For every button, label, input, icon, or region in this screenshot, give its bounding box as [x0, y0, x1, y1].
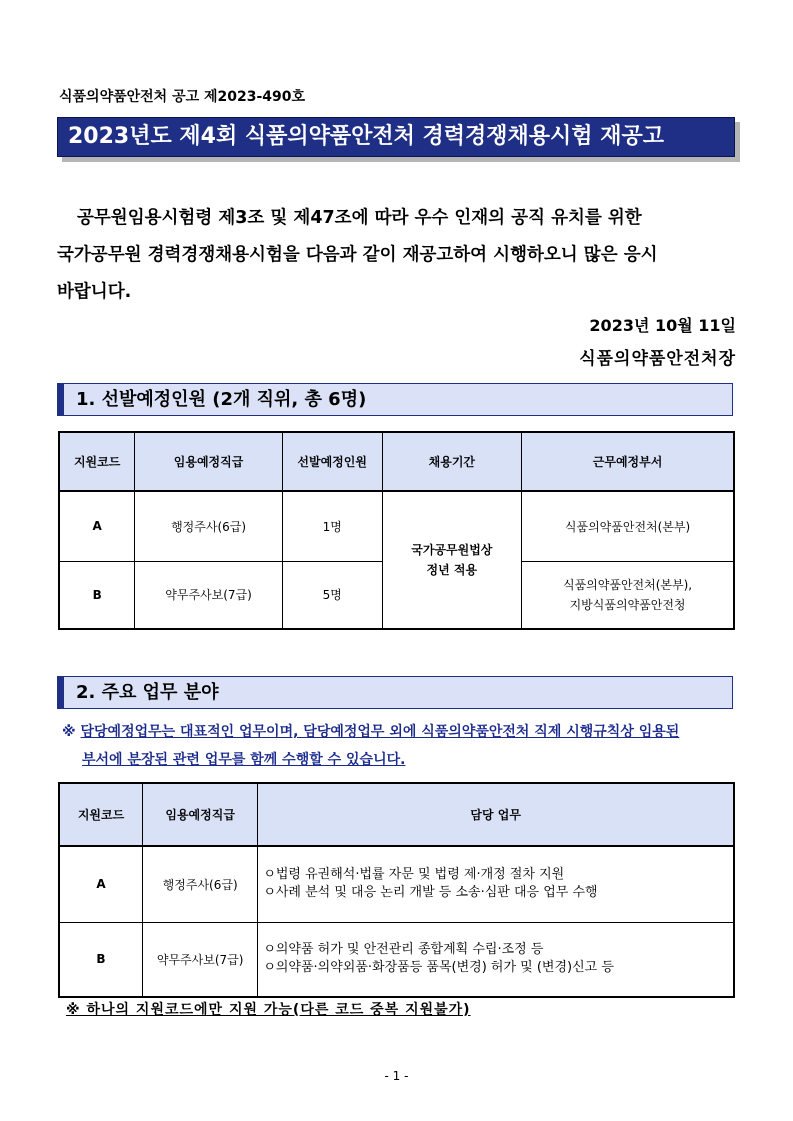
intro-line-3: 바랍니다.	[57, 282, 132, 302]
row-code: A	[59, 846, 143, 922]
row-duties	[258, 922, 734, 997]
section-2-heading: 2. 주요 업무 분야	[57, 676, 733, 709]
col-header-duties: 담당 업무	[258, 783, 734, 846]
row-duties	[258, 846, 734, 922]
col-header-dept: 근무예정부서	[522, 432, 734, 491]
dept-line-1: 식품의약품안전처(본부)	[564, 519, 691, 534]
duty-item: ㅇ의약품·의약외품·화장품등 품목(변경) 허가 및 (변경)신고 등	[263, 960, 614, 976]
row-dept	[522, 491, 734, 561]
duty-item: ㅇ사례 분석 및 대응 논리 개발 등 소송·심판 대응 업무 수행	[263, 885, 598, 901]
row-grade: 약무주사보(7급)	[143, 922, 258, 997]
col-header-code: 지원코드	[59, 432, 135, 491]
dept-line-1: 식품의약품안전처(본부),	[563, 577, 693, 592]
row-code: B	[59, 922, 143, 997]
page-title: 2023년도 제4회 식품의약품안전처 경력경쟁채용시험 재공고	[57, 117, 735, 157]
issuing-agency: 식품의약품안전처장	[579, 349, 736, 369]
table-row	[59, 922, 734, 997]
notice-date: 2023년 10월 11일	[589, 316, 736, 335]
period-line-1: 국가공무원법상	[411, 543, 493, 557]
col-header-code: 지원코드	[59, 783, 143, 846]
note-line-2: 부서에 분장된 관련 업무를 함께 수행할 수 있습니다.	[82, 752, 406, 768]
intro-line-2: 국가공무원 경력경쟁채용시험을 다음과 같이 재공고하여 시행하오니 많은 응시	[57, 245, 658, 265]
duties-table	[58, 782, 735, 998]
intro-line-1: 공무원임용시험령 제3조 및 제47조에 따라 우수 인재의 공직 유치를 위한	[77, 208, 642, 228]
table-row	[59, 846, 734, 922]
row-grade: 약무주사보(7급)	[135, 561, 283, 629]
col-header-grade: 임용예정직급	[143, 783, 258, 846]
duty-item: ㅇ법령 유권해석·법률 자문 및 법령 제·개정 절차 지원	[263, 867, 565, 883]
row-grade: 행정주사(6급)	[135, 491, 283, 561]
note-line-1: 담당예정업무는 대표적인 업무이며, 담당예정업무 외에 식품의약품안전처 직제 시행규칙상 임용된	[80, 724, 680, 740]
row-dept	[522, 561, 734, 629]
col-header-period: 채용기간	[382, 432, 522, 491]
col-header-grade: 임용예정직급	[135, 432, 283, 491]
table-row	[59, 491, 734, 561]
duty-item: ㅇ의약품 허가 및 안전관리 종합계획 수립·조정 등	[263, 942, 544, 958]
row-period	[382, 491, 522, 629]
page-number: - 1 -	[384, 1069, 409, 1083]
section-2-note	[62, 718, 738, 774]
row-count: 1명	[282, 491, 382, 561]
row-grade: 행정주사(6급)	[143, 846, 258, 922]
notice-number: 식품의약품안전처 공고 제2023-490호	[59, 89, 306, 105]
section-1-heading: 1. 선발예정인원 (2개 직위, 총 6명)	[57, 383, 733, 416]
recruitment-table	[58, 431, 735, 630]
col-header-count: 선발예정인원	[282, 432, 382, 491]
row-count: 5명	[282, 561, 382, 629]
row-code: B	[59, 561, 135, 629]
dept-line-2: 지방식품의약품안전청	[569, 597, 686, 612]
application-footnote: ※ 하나의 지원코드에만 지원 가능(다른 코드 중복 지원불가)	[66, 1002, 471, 1018]
row-code: A	[59, 491, 135, 561]
note-mark: ※	[62, 724, 76, 740]
intro-paragraph	[57, 200, 737, 311]
period-line-2: 정년 적용	[426, 563, 478, 577]
